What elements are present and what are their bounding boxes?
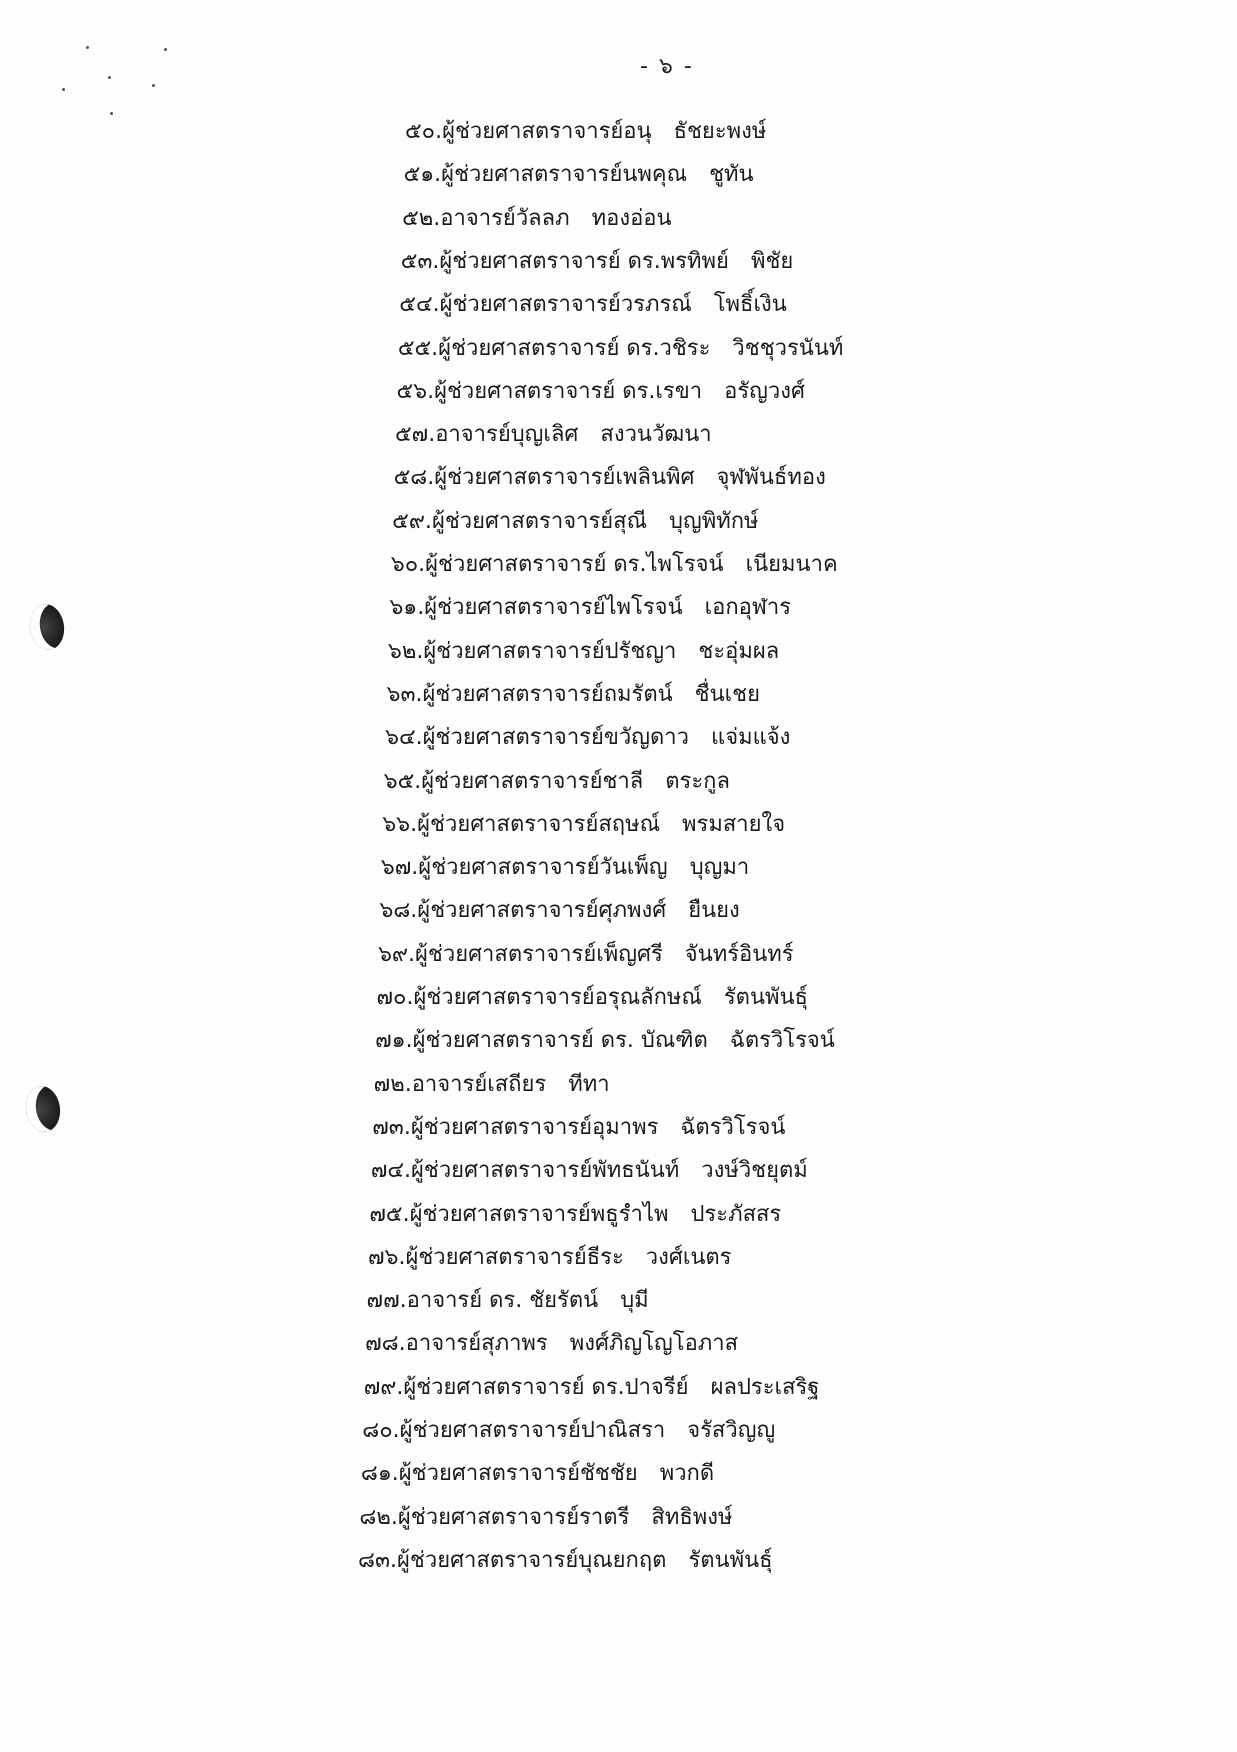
list-item xyxy=(399,285,786,325)
scan-speck xyxy=(152,84,155,87)
list-item-title-name: ผู้ช่วยศาสตราจารย์ ดร.พรทิพย์ xyxy=(439,248,729,274)
list-item xyxy=(389,588,791,628)
list-item-surname: พิชัย xyxy=(750,248,794,274)
list-item-title-name: ผู้ช่วยศาสตราจารย์ปรัชญา xyxy=(423,638,677,664)
list-item-title-name: ผู้ช่วยศาสตราจารย์ ดร.ไพโรจน์ xyxy=(425,552,724,577)
list-item-number: ๖๒. xyxy=(387,638,424,664)
list-item-number: ๖๐. xyxy=(390,552,426,577)
list-item-number: ๖๘. xyxy=(379,898,418,924)
list-item-number: ๖๔. xyxy=(385,725,423,751)
list-item xyxy=(398,329,844,369)
list-item-surname: ชื่นเชย xyxy=(694,681,760,707)
list-item-title-name: ผู้ช่วยศาสตราจารย์ชาลี xyxy=(421,768,644,794)
list-item-number: ๗๐. xyxy=(376,985,414,1010)
list-item-surname: ยืนยง xyxy=(688,898,740,924)
list-item-title-name: ผู้ช่วยศาสตราจารย์วรภรณ์ xyxy=(439,292,692,318)
list-item xyxy=(382,805,785,845)
list-item-title-name: ผู้ช่วยศาสตราจารย์พธูรำไพ xyxy=(409,1201,669,1227)
list-item xyxy=(392,502,758,542)
list-item-title-name: ผู้ช่วยศาสตราจารย์ไพโรจน์ xyxy=(424,595,683,621)
list-item xyxy=(372,1108,785,1148)
list-item xyxy=(364,1368,820,1408)
list-item xyxy=(362,1411,775,1451)
list-item-surname: ธัชยะพงษ์ xyxy=(673,119,767,144)
list-item-title-name: ผู้ช่วยศาสตราจารย์เพ็ญศรี xyxy=(415,941,663,967)
list-item-title-name: ผู้ช่วยศาสตราจารย์อุมาพร xyxy=(410,1114,659,1140)
list-item-surname: บุญมา xyxy=(689,855,750,881)
list-item-number: ๕๔. xyxy=(399,292,440,318)
scan-speck xyxy=(62,88,65,91)
list-item-surname: ชะอุ่มผล xyxy=(698,638,780,664)
list-item-surname: แจ่มแจ้ง xyxy=(711,725,791,751)
list-item-surname: โพธิ์เงิน xyxy=(713,292,787,318)
list-item xyxy=(381,848,749,888)
list-item-number: ๖๑. xyxy=(389,595,425,621)
list-item xyxy=(391,545,838,585)
list-item-number: ๘๓. xyxy=(358,1547,398,1573)
list-item xyxy=(365,1324,738,1364)
list-item-surname: วิชชุวรนันท์ xyxy=(732,335,844,361)
list-item-title-name: ผู้ช่วยศาสตราจารย์สุณี xyxy=(431,508,647,534)
list-item-title-name: ผู้ช่วยศาสตราจารย์ปาณิสรา xyxy=(399,1418,666,1443)
list-item-number: ๕๐. xyxy=(405,119,443,144)
list-item xyxy=(369,1195,781,1235)
list-item-title-name: ผู้ช่วยศาสตราจารย์อรุณลักษณ์ xyxy=(413,985,702,1010)
list-item xyxy=(394,458,826,498)
list-item-surname: ทองอ่อน xyxy=(591,205,672,231)
list-item xyxy=(385,718,790,758)
list-item-number: ๗๑. xyxy=(375,1028,413,1054)
list-item-number: ๖๙. xyxy=(377,941,416,967)
list-item-number: ๗๙. xyxy=(363,1374,404,1400)
list-item-surname: ฉัตรวิโรจน์ xyxy=(680,1114,786,1140)
list-item-title-name: ผู้ช่วยศาสตราจารย์ ดร.ปาจรีย์ xyxy=(403,1374,689,1400)
list-item-number: ๖๕. xyxy=(383,768,422,794)
list-item xyxy=(384,762,730,802)
list-item xyxy=(379,891,739,931)
list-item-title-name: ผู้ช่วยศาสตราจารย์อนุ xyxy=(442,119,652,144)
list-item-surname: วงศ์เนตร xyxy=(645,1244,732,1270)
list-item xyxy=(395,415,712,455)
list-item-surname: ตระกูล xyxy=(665,768,730,794)
list-item xyxy=(367,1281,649,1321)
list-item-title-name: ผู้ช่วยศาสตราจารย์ ดร.วชิระ xyxy=(438,335,711,361)
list-item-title-name: ผู้ช่วยศาสตราจารย์ถมรัตน์ xyxy=(422,681,673,707)
list-item xyxy=(401,242,794,282)
list-item-surname: เนียมนาค xyxy=(745,552,838,577)
scan-speck xyxy=(108,76,111,79)
list-item-title-name: อาจารย์สุภาพร xyxy=(405,1331,548,1357)
punch-hole-mark-bottom xyxy=(23,1084,63,1134)
list-item-surname: สงวนวัฒนา xyxy=(600,422,712,448)
list-item xyxy=(371,1151,808,1191)
list-item xyxy=(374,1065,610,1105)
list-item xyxy=(361,1454,714,1494)
list-item-title-name: ผู้ช่วยศาสตราจารย์ราตรี xyxy=(397,1504,630,1530)
list-item-surname: พงศ์ภิญโญโอภาส xyxy=(569,1331,739,1357)
list-item-surname: อรัญวงศ์ xyxy=(724,378,805,404)
list-item-number: ๕๘. xyxy=(393,465,435,491)
list-item-number: ๗๕. xyxy=(369,1201,410,1227)
list-item-number: ๕๕. xyxy=(397,335,439,361)
list-item-title-name: อาจารย์วัลลภ xyxy=(440,205,570,231)
list-item-title-name: อาจารย์บุญเลิศ xyxy=(435,422,579,448)
list-item-surname: พวกดี xyxy=(659,1461,715,1487)
list-item-number: ๗๔. xyxy=(370,1158,411,1184)
list-item-surname: จุฬพันธ์ทอง xyxy=(716,465,826,491)
list-item-surname: สิทธิพงษ์ xyxy=(651,1504,733,1530)
list-item-surname: รัตนพันธุ์ xyxy=(688,1547,773,1573)
list-item-title-name: ผู้ช่วยศาสตราจารย์บุณยกฤต xyxy=(397,1547,667,1573)
list-item-title-name: ผู้ช่วยศาสตราจารย์เพลินพิศ xyxy=(434,465,695,491)
list-item-title-name: ผู้ช่วยศาสตราจารย์ธีระ xyxy=(405,1244,624,1270)
list-item xyxy=(358,1541,773,1581)
scan-speck xyxy=(164,48,167,51)
scan-speck xyxy=(110,112,113,115)
list-item-number: ๕๒. xyxy=(402,205,441,231)
list-item-number: ๗๗. xyxy=(366,1288,407,1314)
list-item xyxy=(396,372,805,412)
list-item-number: ๗๒. xyxy=(373,1071,412,1097)
list-item-title-name: ผู้ช่วยศาสตราจารย์ขวัญดาว xyxy=(422,725,690,751)
list-item-number: ๖๖. xyxy=(382,811,418,837)
list-item-surname: รัตนพันธุ์ xyxy=(723,985,808,1010)
list-item-title-name: ผู้ช่วยศาสตราจารย์ ดร. บัณฑิต xyxy=(412,1028,708,1054)
list-item-title-name: ผู้ช่วยศาสตราจารย์นพคุณ xyxy=(441,162,688,188)
list-item-surname: วงษ์วิชยุตม์ xyxy=(701,1158,808,1184)
list-item-title-name: ผู้ช่วยศาสตราจารย์สฤษณ์ xyxy=(417,811,661,837)
list-item xyxy=(386,675,760,715)
list-item-surname: บุญพิทักษ์ xyxy=(669,508,759,534)
list-item-surname: จันทร์อินทร์ xyxy=(684,941,794,967)
list-item-title-name: ผู้ช่วยศาสตราจารย์วันเพ็ญ xyxy=(418,855,668,881)
list-item-title-name: อาจารย์เสถียร xyxy=(411,1071,547,1097)
list-item-number: ๕๓. xyxy=(400,248,440,274)
list-item-title-name: ผู้ช่วยศาสตราจารย์ ดร.เรขา xyxy=(434,378,703,404)
list-item-surname: พรมสายใจ xyxy=(682,811,786,837)
list-item xyxy=(359,1498,732,1538)
list-item-title-name: ผู้ช่วยศาสตราจารย์พัทธนันท์ xyxy=(411,1158,680,1184)
list-item-number: ๘๒. xyxy=(359,1504,398,1530)
list-item-number: ๕๑. xyxy=(403,162,442,188)
list-item-number: ๖๓. xyxy=(386,681,423,707)
scan-speck xyxy=(86,46,89,49)
list-item-surname: ฉัตรวิโรจน์ xyxy=(729,1028,835,1054)
list-item xyxy=(378,935,794,975)
list-item-surname: บุมี xyxy=(620,1288,649,1314)
list-item xyxy=(377,978,808,1018)
list-item xyxy=(404,155,754,195)
list-item-title-name: ผู้ช่วยศาสตราจารย์ชัชชัย xyxy=(398,1461,638,1487)
list-item-surname: จรัสวิญญู xyxy=(687,1418,776,1443)
list-item-number: ๕๖. xyxy=(396,378,435,404)
punch-hole-mark-top xyxy=(27,602,67,652)
list-item-number: ๗๖. xyxy=(367,1244,406,1270)
list-item-number: ๗๓. xyxy=(372,1114,411,1140)
list-item-surname: ผลประเสริฐ xyxy=(710,1374,820,1400)
list-item-surname: ทีทา xyxy=(568,1071,610,1097)
list-item-title-name: ผู้ช่วยศาสตราจารย์ศุภพงศ์ xyxy=(417,898,667,924)
page-number: - ๖ - xyxy=(640,54,694,79)
list-item-surname: เอกอุฬาร xyxy=(704,595,792,621)
list-item xyxy=(405,112,766,152)
list-item-surname: ประภัสสร xyxy=(690,1201,782,1227)
list-item xyxy=(388,632,779,672)
list-item-number: ๕๙. xyxy=(392,508,432,534)
list-item xyxy=(368,1238,732,1278)
list-item-title-name: อาจารย์ ดร. ชัยรัตน์ xyxy=(406,1288,599,1314)
list-item-number: ๖๗. xyxy=(380,855,419,881)
list-item-number: ๘๑. xyxy=(360,1461,399,1487)
list-item-number: ๗๘. xyxy=(365,1331,406,1357)
list-item-number: ๕๗. xyxy=(395,422,436,448)
list-item-surname: ชูทัน xyxy=(709,162,754,188)
list-item xyxy=(375,1021,835,1061)
list-item xyxy=(402,199,671,239)
list-item-number: ๘๐. xyxy=(362,1418,400,1443)
